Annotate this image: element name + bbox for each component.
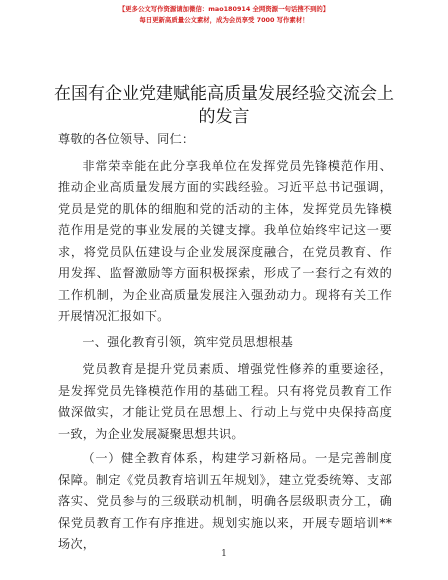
- title-line-1: 在国有企业党建赋能高质量发展经验交流会上: [54, 84, 394, 104]
- document-body: [58, 129, 392, 556]
- subsection-paragraph: （一）健全教育体系，构建学习新格局。一是完善制度保障。制定《党员教育培训五年规划》，建立党委统筹、支部落实、党员参与的三级联动机制，明确各层级职责分工，确保党员教育工作有序推进。规划实施以来，开展专题培训**场次，: [58, 451, 392, 551]
- intro-paragraph: 非常荣幸能在此分享我单位在发挥党员先锋模范作用、推动企业高质量发展方面的实践经验。习近平总书记强调，党员是党的肌体的细胞和党的活动的主体，发挥党员先锋模范作用是党的事业发展的关键支撑。我单位始终牢记这一要求，将党员队伍建设与企业发展深度融合，在党员教育、作用发挥、监督激励等方面积极探索，形成了一套行之有效的工作机制，为企业高质量发展注入强劲动力。现将有关工作开展情况汇报如下。: [58, 158, 392, 323]
- header-banner: [0, 4, 448, 26]
- body-paragraph: 党员教育是提升党员素质、增强党性修养的重要途径，是发挥党员先锋模范作用的基础工程。只有将党员教育工作做深做实，才能让党员在思想上、行动上与党中央保持高度一致，为企业发展凝聚思想共识。: [58, 362, 392, 441]
- document-title: [40, 83, 408, 129]
- salutation: 尊敬的各位领导、同仁：: [58, 132, 195, 146]
- title-line-2: 的发言: [198, 107, 250, 127]
- section-heading: 一、强化教育引领，筑牢党员思想根基: [82, 334, 293, 349]
- banner-subscription-line: 每日更新高质量公文素材，成为会员享受 7000 写作素材！: [139, 16, 309, 24]
- banner-promo-line: 【更多公文写作资源请加微信：mao180914 全网资源一句话搜不到的】: [118, 5, 330, 13]
- page-number: 1: [221, 549, 227, 559]
